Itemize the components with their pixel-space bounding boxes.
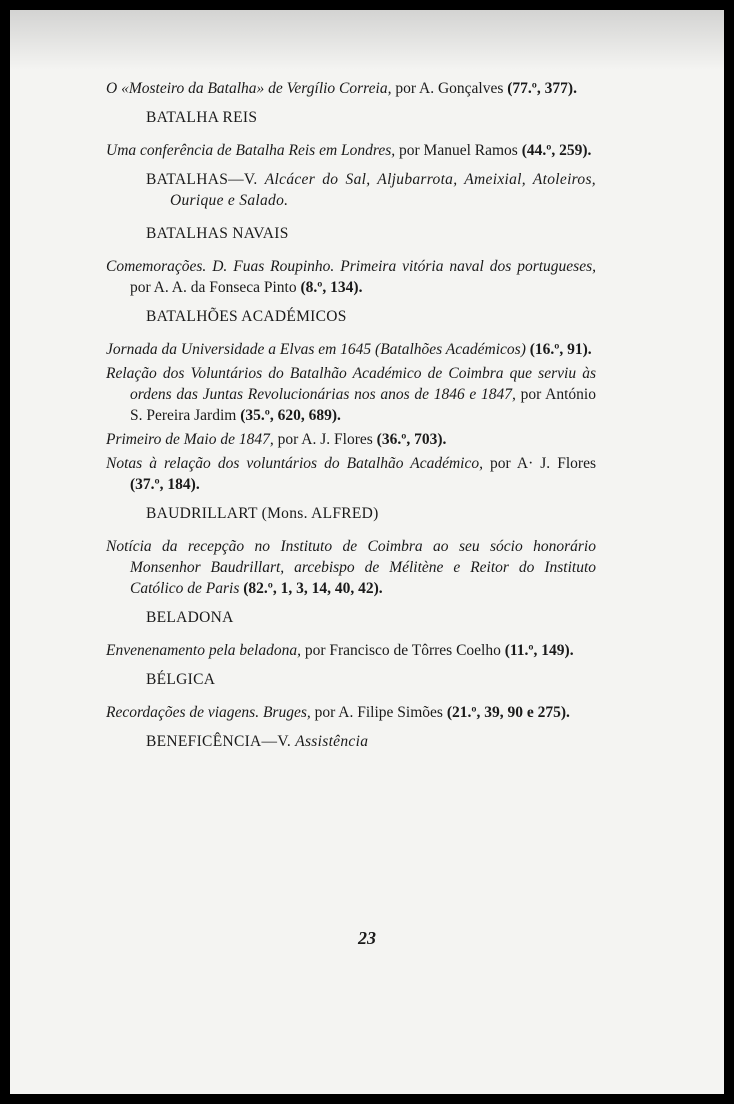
index-entry-recordacoes-viagens-bruges [106, 702, 596, 723]
entry-title: Jornada da Universidade a Elvas em 1645 (Batalhões Académicos) [106, 341, 526, 358]
entry-reference: (82.º, 1, 3, 14, 40, 42). [243, 580, 383, 597]
entry-reference: (44.º, 259). [521, 142, 592, 159]
entry-reference: (35.º, 620, 689). [240, 407, 341, 424]
section-heading-beneficencia [146, 731, 596, 752]
entry-author: por A. Filipe Simões [310, 704, 447, 721]
entry-title: Notícia da recepção no Instituto de Coimbra ao seu sócio honorário Monsenhor Baudrillart, arcebispo de Mélitène e Reitor do Instituto Católico de Paris [106, 538, 596, 597]
index-entry-noticia-recepcao-baudrillart [106, 536, 596, 599]
section-heading-belgica: BÉLGICA [146, 671, 216, 688]
entry-author: por Manuel Ramos [395, 142, 522, 159]
entry-reference: (36.º, 703). [376, 431, 447, 448]
section-heading-baudrillart: BAUDRILLART (Mons. ALFRED) [146, 505, 379, 522]
entry-author: por A. J. Flores [273, 431, 377, 448]
heading-label: BENEFICÊNCIA—V. [146, 733, 296, 750]
scanned-page [10, 10, 724, 1094]
entry-title: Notas à relação dos voluntários do Batalhão Académico, [106, 455, 483, 472]
entry-reference: (8.º, 134). [300, 279, 363, 296]
index-entry-notas-relacao-voluntarios [106, 453, 596, 495]
entry-reference: (16.º, 91). [529, 341, 592, 358]
index-entry-conferencia-batalha-reis [106, 140, 596, 161]
index-content [106, 78, 596, 764]
entry-author: por A. Gonçalves [391, 80, 508, 97]
entry-reference: (37.º, 184). [130, 476, 200, 493]
index-entry-jornada-universidade-elvas [106, 339, 596, 360]
index-entry-comemoracoes-fuas-roupinho [106, 256, 596, 298]
entry-author: por Francisco de Tôrres Coelho [300, 642, 505, 659]
entry-title: Relação dos Voluntários do Batalhão Académico de Coimbra que serviu às ordens das Juntas Revolucionárias nos anos de 1846 e 1847, [106, 365, 596, 403]
entry-title: Envenenamento pela beladona, [106, 642, 301, 659]
section-heading-batalhas-navais: BATALHAS NAVAIS [146, 225, 289, 242]
section-heading-batalhas [146, 169, 596, 211]
index-entry-primeiro-de-maio [106, 429, 596, 450]
entry-title: Comemorações. D. Fuas Roupinho. Primeira vitória naval dos portugueses, [106, 258, 596, 275]
entry-reference: (11.º, 149). [504, 642, 574, 659]
entry-reference: (77.º, 377). [507, 80, 577, 97]
section-heading-batalha-reis: BATALHA REIS [146, 109, 258, 126]
section-heading-batalhoes-academicos: BATALHÕES ACADÉMICOS [146, 308, 347, 325]
entry-author: por António S. Pereira Jardim [130, 386, 596, 424]
see-also-references: Assistência [295, 733, 369, 750]
entry-title: Primeiro de Maio de 1847, [106, 431, 274, 448]
entry-title: Uma conferência de Batalha Reis em Londres, [106, 142, 396, 159]
index-entry-mosteiro-da-batalha [106, 78, 596, 99]
page-number: 23 [358, 928, 376, 948]
heading-label: BATALHAS—V. [146, 171, 265, 188]
see-also-references: Alcácer do Sal, Aljubarrota, Ameixial, Atoleiros, Ourique e Salado. [170, 171, 596, 209]
index-entry-relacao-voluntarios [106, 363, 596, 426]
section-heading-beladona: BELADONA [146, 609, 234, 626]
entry-title: O «Mosteiro da Batalha» de Vergílio Correia, [106, 80, 392, 97]
entry-author: por A. A. da Fonseca Pinto [130, 279, 301, 296]
entry-reference: (21.º, 39, 90 e 275). [446, 704, 570, 721]
entry-author: por A· J. Flores [482, 455, 596, 472]
entry-title: Recordações de viagens. Bruges, [106, 704, 311, 721]
index-entry-envenenamento-beladona [106, 640, 596, 661]
scan-shadow [10, 10, 724, 70]
